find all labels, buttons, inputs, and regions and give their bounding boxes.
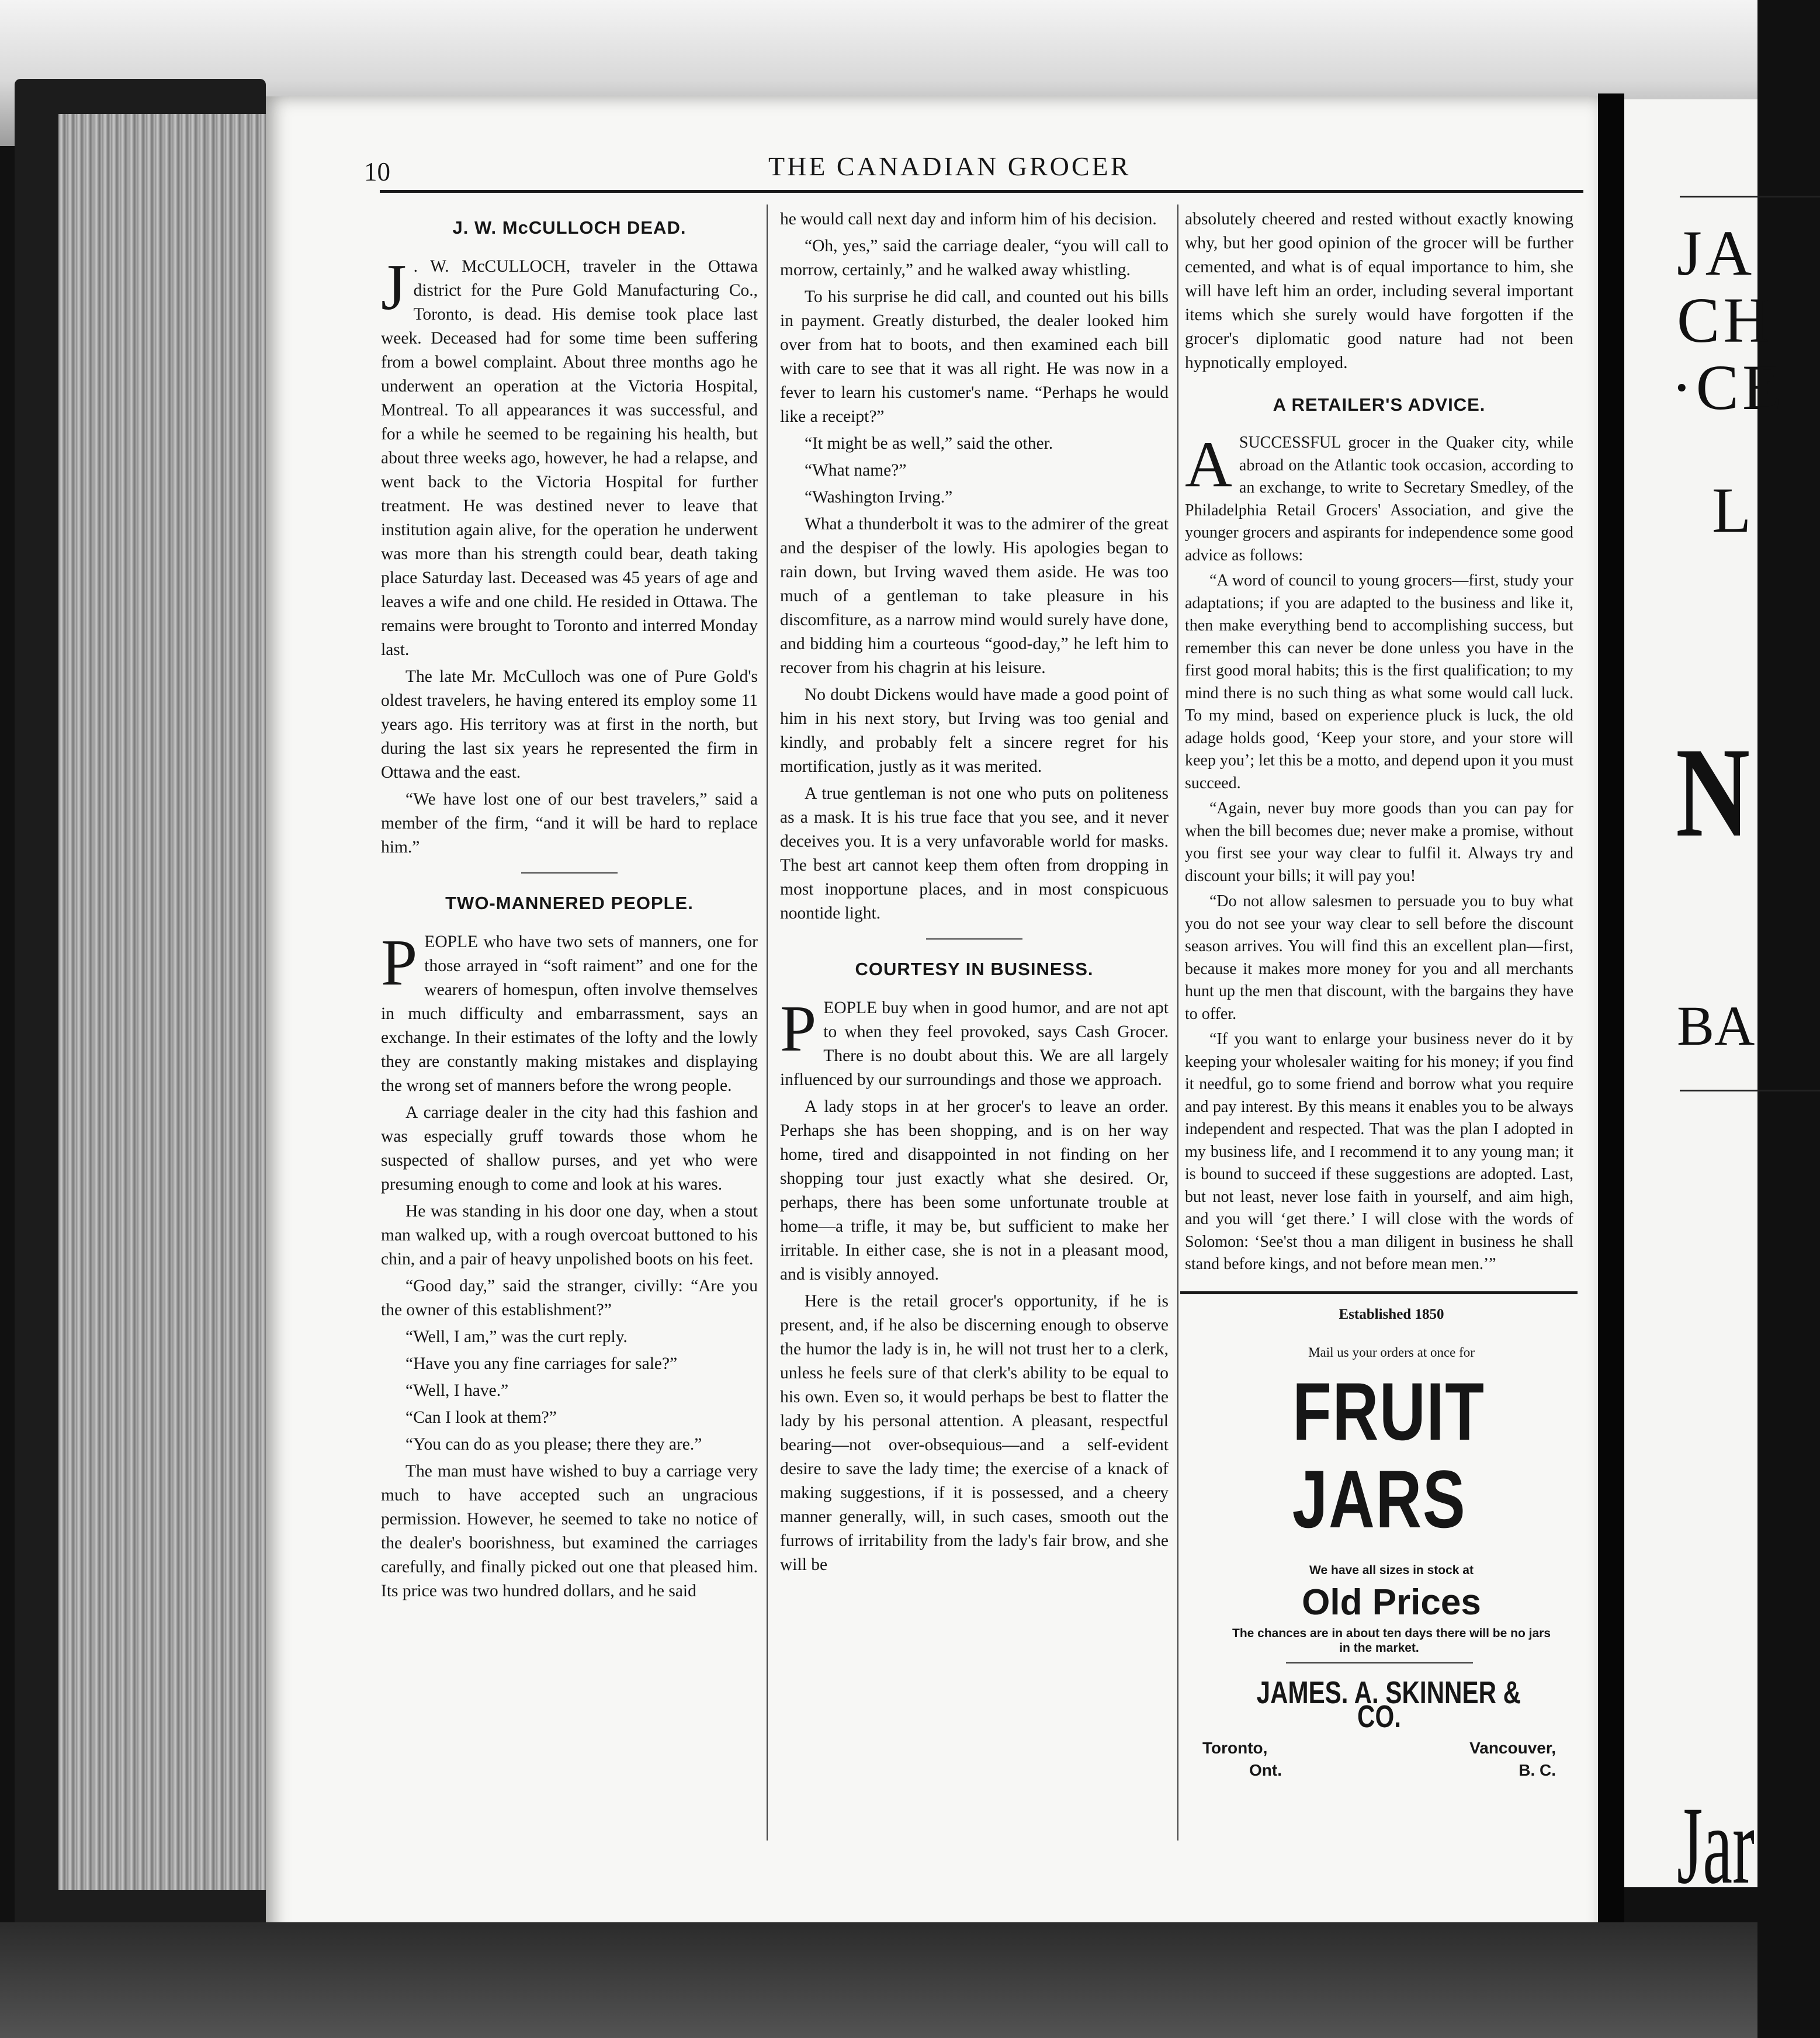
- article-paragraph: Here is the retail grocer's opportunity, if he is present, and, if he also be discerning enough to observe the humor the lady is in, he will not trust her to a clerk, unless he feels sure of that clerk's ability to be equal to his own. Even so, it would perhaps be best to flatter the lady by his personal attention. A pleasant, respectful bearing—not over-obsequious—and a self-evident desire to save the lady time; the exercise of a knack of making suggestions, if it is possessed, and a cheery manner generally, will, in such cases, smooth out the furrows of irritability from the lady's fair brow, and she will be: [780, 1292, 1169, 1574]
- next-page-fragment: [1624, 99, 1786, 1907]
- article-paragraph: “Again, never buy more goods than you can pay for when the bill becomes due; never make a promise, without you first see your way clear to fulfil it. Always try and discount your bills; it will pay you!: [1185, 799, 1573, 885]
- article-paragraph: A true gentleman is not one who puts on politeness as a mask. It is his true face that you see, and it never deceives you. It is a very unfavorable world for masks. The best art cannot keep them often from dropping in most inopportune places, and in most conspicuous noontide light.: [780, 784, 1169, 923]
- drop-cap: P: [381, 927, 418, 999]
- article-paragraph: “Oh, yes,” said the carriage dealer, “you will call to morrow, certainly,” and he walked away whistling.: [780, 237, 1169, 279]
- ad-established: Established 1850: [1339, 1306, 1444, 1322]
- article-paragraph: “We have lost one of our best travelers,” said a member of the firm, “and it will be hard to replace him.”: [381, 790, 758, 857]
- paragraph-text: EOPLE who have two sets of manners, one for those arrayed in “soft raiment” and one for the wearers of homespun, often involve themselves in much difficulty and embarrassment, says an exchange. In their estimates of the lofty and the lowly they are constantly making mistakes and displaying the wrong set of manners before the wrong people.: [381, 933, 758, 1095]
- article-divider: [926, 938, 1022, 940]
- ad-chances-line: The chances are in about ten days there will be no jars in the market.: [1232, 1626, 1551, 1655]
- paragraph-text: SUCCESSFUL grocer in the Quaker city, while abroad on the Atlantic took occasion, according to an exchange, to write to Secretary Smedley, of the Philadelphia Retail Grocers' Association, and give the younger grocers and aspirants for independence some good advice as follows:: [1185, 434, 1573, 564]
- article-headline: A RETAILER'S ADVICE.: [1273, 394, 1486, 415]
- drop-cap: J: [381, 251, 407, 324]
- paragraph-text: EOPLE buy when in good humor, and are not apt to when they feel provoked, says Cash Grocer. There is no doubt about this. We are all largely influenced by our surroundings and those we approach.: [780, 999, 1169, 1089]
- column-1: [381, 207, 758, 1606]
- paragraph-text: . W. McCULLOCH, traveler in the Ottawa district for the Pure Gold Manufacturing Co., Toronto, is dead. His demise took place last week. Deceased had for some time been suffering from a bowel complaint. About three months ago he underwent an operation at the Victoria Hospital, Montreal. To all appearances it was successful, and for a while he seemed to be regaining his health, but about three weeks ago, however, he had a relapse, and went back to the Victoria Hospital for further treatment. He was destined never to leave that institution again alive, for the operation he underwent was more than his strength could bear, death taking place Saturday last. Deceased was 45 years of age and leaves a wife and one child. He resided in Ottawa. The remains were brought to Toronto and interred Monday last.: [381, 257, 758, 659]
- ad-stock-line: We have all sizes in stock at: [1309, 1563, 1474, 1577]
- article-divider: [521, 872, 618, 874]
- ad-firm-name: JAMES. A. SKINNER & CO.: [1256, 1675, 1521, 1734]
- article-paragraph: “Good day,” said the stranger, civilly: “Are you the owner of this establishment?”: [381, 1277, 758, 1319]
- article-headline: COURTESY IN BUSINESS.: [855, 959, 1094, 979]
- next-page-text: Jar: [1677, 1784, 1755, 1907]
- ad-location-toronto: [1202, 1737, 1282, 1781]
- article-paragraph: To his surprise he did call, and counted out his bills in payment. Greatly disturbed, the dealer looked him over from hat to boots, and then examined each bill with care to see that it was all right. He was now in a fever to learn his customer's name. “Perhaps he would like a receipt?”: [780, 287, 1169, 426]
- column-rule: [1177, 205, 1178, 1841]
- article-paragraph: A lady stops in at her grocer's to leave an order. Perhaps she has been shopping, and is on her way home, tired and disappointed in not finding on her shopping tour just exactly what she desired. Or, perhaps, there has been some unfortunate trouble at home—a trifle, it may be, but sufficient to make her irritable. In either case, she is not in a pleasant mood, and is visibly annoyed.: [780, 1097, 1169, 1284]
- drop-cap: A: [1185, 428, 1232, 501]
- article-paragraph: What a thunderbolt it was to the admirer of the great and the despiser of the lowly. His apologies began to rain down, but Irving waved them aside. He was too much of a gentleman to take pleasure in his discomfiture, as a narrow mind would surely have done, and bidding him a courteous “good-day,” he left him to recover from his chagrin at his leisure.: [780, 515, 1169, 677]
- article-paragraph: “Can I look at them?”: [405, 1408, 557, 1427]
- article-paragraph: he would call next day and inform him of his decision.: [780, 210, 1157, 228]
- article-paragraph: “Washington Irving.”: [805, 488, 953, 507]
- next-page-rule: [1680, 196, 1820, 197]
- article-paragraph: The man must have wished to buy a carriage very much to have accepted such an ungracious permission. However, he seemed to take no notice of the dealer's boorishness, but examined the carriages carefully, and finally picked out one that pleased him. Its price was two hundred dollars, and he said: [381, 1462, 758, 1600]
- next-page-text: CH: [1677, 285, 1773, 356]
- ad-location-city: Toronto,: [1202, 1738, 1268, 1757]
- next-page-large-letter: N: [1676, 721, 1750, 864]
- article-body: [1185, 428, 1573, 1276]
- ad-location-vancouver: [1469, 1737, 1556, 1781]
- article-headline: J. W. McCULLOCH DEAD.: [452, 217, 687, 238]
- drop-cap: P: [780, 993, 817, 1065]
- article-paragraph: “Well, I am,” was the curt reply.: [405, 1328, 628, 1346]
- ad-old-prices: Old Prices: [1302, 1582, 1481, 1623]
- article-paragraph: [780, 993, 1169, 1092]
- article-paragraph: “It might be as well,” said the other.: [805, 434, 1053, 453]
- article-paragraph: “If you want to enlarge your business never do it by keeping your wholesaler waiting for his money; if you find it needful, go to some friend and borrow what you require and pay interest. By this means it enables you to be always independent and respected. That was the plan I adopted in my business life, and I recommend it to any young man; it is bound to succeed if these suggestions are adopted. Last, but not least, never lose faith in yourself, and aim high, and you will ‘get there.’ I will close with the words of Solomon: ‘See'st thou a man diligent in business he shall stand before kings, and not before mean men.’”: [1185, 1030, 1573, 1273]
- next-page-rule: [1680, 1090, 1820, 1091]
- article-paragraph: [381, 251, 758, 662]
- column-2: [780, 207, 1169, 1580]
- next-page-text: ·CE: [1671, 352, 1786, 423]
- next-page-text: BA: [1677, 994, 1755, 1057]
- ad-rule: [1286, 1662, 1473, 1663]
- article-paragraph: “Have you any fine carriages for sale?”: [405, 1354, 678, 1373]
- column-3: [1185, 207, 1573, 1781]
- advertisement-rule: [1180, 1291, 1578, 1294]
- article-paragraph: “Well, I have.”: [405, 1381, 509, 1400]
- article-paragraph: No doubt Dickens would have made a good point of him in his next story, but Irving was too genial and kindly, and probably felt a sincere regret for his mortification, justly as it was merited.: [780, 685, 1169, 776]
- ad-mail-line: Mail us your orders at once for: [1308, 1344, 1475, 1360]
- ad-location-city: Vancouver,: [1469, 1738, 1556, 1757]
- article-paragraph: absolutely cheered and rested without exactly knowing why, but her good opinion of the grocer will be further cemented, and what is of equal importance to him, she will have left him an order, including several important items which she surely would have forgotten if the grocer's diplomatic good nature had not been hypnotically employed.: [1185, 210, 1573, 372]
- article-paragraph: The late Mr. McCulloch was one of Pure Gold's oldest travelers, he having entered its employ some 11 years ago. His territory was at first in the north, but during the last six years he represented the firm in Ottawa and the east.: [381, 667, 758, 782]
- ad-locations: [1202, 1737, 1556, 1781]
- book-gutter: [1598, 93, 1624, 1963]
- next-page-text: JA: [1677, 217, 1756, 289]
- article-paragraph: “A word of council to young grocers—first, study your adaptations; if you are adapted to the business and like it, then make everything bend to accomplishing success, but remember this can never be done unless you have in the first good moral habits; this is the first qualification; to my mind there is no such thing as what some would call luck. To my mind, based on experience pluck is luck, the old adage holds good, ‘Keep your store, and your store will keep you’; let this be a motto, and depend upon it you must succeed.: [1185, 571, 1573, 792]
- next-page-text: L: [1712, 474, 1752, 546]
- article-paragraph: [381, 927, 758, 1098]
- article-paragraph: “Do not allow salesmen to persuade you to buy what you do not see your way clear to sell before the discount season arrives. You will find this an excellent plan—first, because it makes more money for you and all merchants hunt up the men that discount, with the bargains they have to offer.: [1185, 892, 1573, 1023]
- article-paragraph: [1185, 428, 1573, 567]
- page-number: 10: [364, 157, 390, 186]
- article-paragraph: “You can do as you please; there they are.”: [405, 1435, 702, 1454]
- page-edges: [58, 114, 275, 1890]
- ad-location-province: B. C.: [1519, 1760, 1556, 1779]
- article-paragraph: He was standing in his door one day, when a stout man walked up, with a rough overcoat buttoned to his chin, and a pair of heavy unpolished boots on his feet.: [381, 1202, 758, 1268]
- article-headline: TWO-MANNERED PEOPLE.: [445, 893, 694, 913]
- column-rule: [767, 205, 768, 1841]
- header-rule: [380, 190, 1583, 193]
- article-paragraph: A carriage dealer in the city had this fashion and was especially gruff towards those whom he suspected of shallow purses, and yet who were presuming enough to come and look at his wares.: [381, 1103, 758, 1194]
- article-paragraph: “What name?”: [805, 461, 907, 480]
- fruit-jars-advertisement: [1185, 1302, 1573, 1781]
- running-header: THE CANADIAN GROCER: [768, 151, 1131, 181]
- ad-location-province: Ont.: [1249, 1760, 1282, 1779]
- scanner-background-bottom: [0, 1922, 1757, 2038]
- ad-fruit-jars: FRUIT JARS: [1292, 1365, 1485, 1545]
